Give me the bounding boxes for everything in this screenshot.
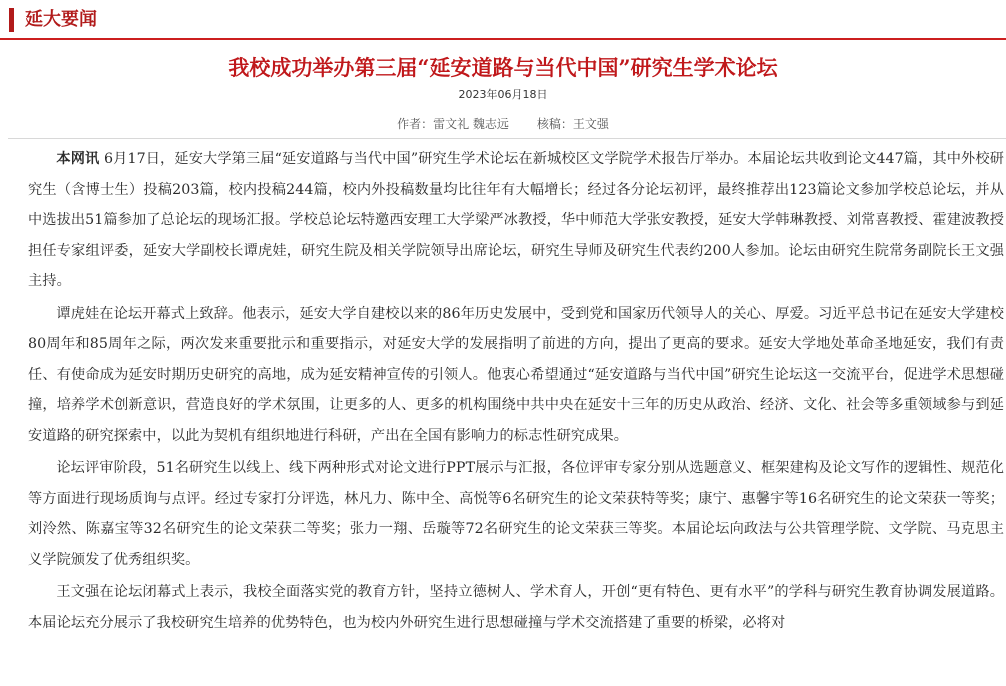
byline-divider <box>8 138 1006 139</box>
section-title: 延大要闻 <box>25 9 97 30</box>
article-date: 2023年06月18日 <box>458 88 548 101</box>
header-accent-bar <box>9 8 14 32</box>
paragraph <box>28 453 1004 575</box>
paragraph-text: 论坛评审阶段，51名研究生以线上、线下两种形式对论文进行PPT展示与汇报，各位评审专家分别从选题意义、框架建构及论文写作的逻辑性、规范化等方面进行现场质询与点评。经过专家打分评选，林凡力、陈中全、高悦等6名研究生的论文荣获特等奖；康宁、惠馨宇等16名研究生的论文荣获一等奖；刘泠然、陈嘉宝等32名研究生的论文荣获二等奖；张力一翔、岳璇等72名研究生的论文荣获三等奖。本届论坛向政法与公共管理学院、文学院、马克思主义学院颁发了优秀组织奖。 <box>28 460 1004 568</box>
article-title: 我校成功举办第三届“延安道路与当代中国”研究生学术论坛 <box>228 55 778 80</box>
paragraph-text: 6月17日，延安大学第三届“延安道路与当代中国”研究生学术论坛在新城校区文学院学术报告厅举办。本届论坛共收到论文447篇，其中外校研究生（含博士生）投稿203篇，校内投稿244篇，校内外投稿数量均比往年有大幅增长；经过各分论坛初评，最终推荐出123篇论文参加学校总论坛，并从中选拔出51篇参加了总论坛的现场汇报。学校总论坛特邀西安理工大学梁严冰教授，华中师范大学张安教授，延安大学韩琳教授、刘常喜教授、霍建波教授担任专家组评委，延安大学副校长谭虎娃，研究生院及相关学院领导出席论坛，研究生导师及研究生代表约200人参加。论坛由研究生院常务副院长王文强主持。 <box>28 151 1004 289</box>
authors: 雷文礼 魏志远 <box>433 117 509 131</box>
paragraph-text: 谭虎娃在论坛开幕式上致辞。他表示，延安大学自建校以来的86年历史发展中，受到党和国家历代领导人的关心、厚爱。习近平总书记在延安大学建校80周年和85周年之际，两次发来重要批示和重要指示，对延安大学的发展指明了前进的方向，提出了更高的要求。延安大学地处革命圣地延安，我们有责任、有使命成为延安时期历史研究的高地，成为延安精神宣传的引领人。他衷心希望通过“延安道路与当代中国”研究生论坛这一交流平台，促进学术思想碰撞，培养学术创新意识，营造良好的学术氛围，让更多的人、更多的机构围绕中共中央在延安十三年的历史从政治、经济、文化、社会等多重领域参与到延安道路的研究探索中，以此为契机有组织地进行科研，产出在全国有影响力的标志性研究成果。 <box>28 305 1004 444</box>
lead-label: 本网讯 <box>56 151 100 167</box>
paragraph <box>28 299 1004 452</box>
paragraph-text: 王文强在论坛闭幕式上表示，我校全面落实党的教育方针，坚持立德树人、学术育人，开创“更有特色、更有水平”的学科与研究生教育协调发展道路。本届论坛充分展示了我校研究生培养的优势特色，也为校内外研究生进行思想碰撞与学术交流搭建了重要的桥梁，必将对 <box>28 584 1004 631</box>
article-body <box>28 144 1004 640</box>
reviewer: 王文强 <box>572 117 609 131</box>
author-label: 作者： <box>397 117 434 131</box>
paragraph <box>28 144 1004 297</box>
byline <box>0 114 1006 134</box>
reviewer-label: 核稿： <box>536 117 573 131</box>
paragraph <box>28 577 1004 638</box>
section-header <box>0 0 1006 40</box>
